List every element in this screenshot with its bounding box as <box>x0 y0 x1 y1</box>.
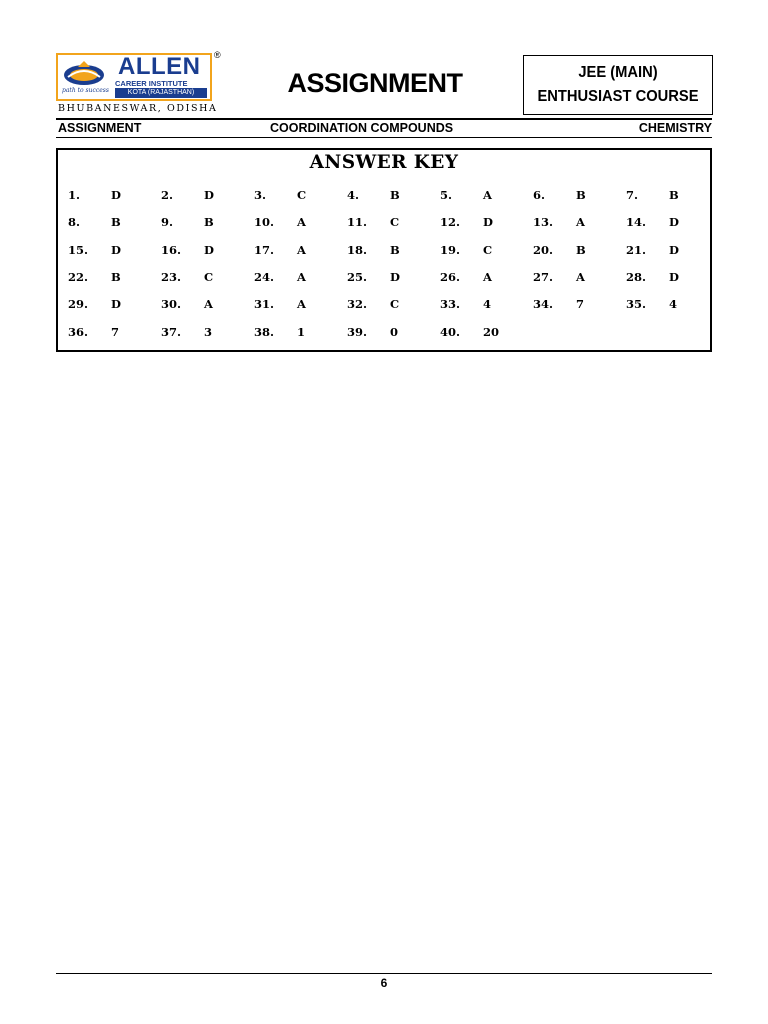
answer-key-answer: A <box>483 188 492 202</box>
answer-key-answer: A <box>297 269 306 284</box>
answer-key-question-number: 30. <box>161 297 182 312</box>
answer-key-answer: A <box>204 297 213 312</box>
answer-key-answer: B <box>669 188 679 202</box>
header-divider <box>56 118 712 120</box>
answer-key-question-number: 4. <box>347 188 360 202</box>
registered-mark: ® <box>214 50 221 60</box>
answer-key-box <box>56 148 712 352</box>
answer-key-answer: 20 <box>483 324 500 339</box>
answer-key-answer: B <box>111 269 121 284</box>
answer-key-question-number: 14. <box>626 215 647 230</box>
subheader-divider <box>56 137 712 138</box>
answer-key-question-number: 6. <box>533 188 546 202</box>
answer-key-answer: 0 <box>390 324 399 339</box>
answer-key-answer: B <box>390 188 400 202</box>
answer-key-answer: D <box>483 215 493 230</box>
subheader-section: ASSIGNMENT <box>58 121 142 135</box>
answer-key-question-number: 25. <box>347 269 368 284</box>
logo-location: KOTA (RAJASTHAN) <box>115 88 207 98</box>
answer-key-question-number: 37. <box>161 324 182 339</box>
answer-key-question-number: 24. <box>254 269 275 284</box>
answer-key-question-number: 2. <box>161 188 174 202</box>
answer-key-question-number: 1. <box>68 188 81 202</box>
answer-key-answer: A <box>297 297 306 312</box>
answer-key-question-number: 8. <box>68 215 81 230</box>
answer-key-answer: B <box>204 215 214 230</box>
answer-key-question-number: 20. <box>533 242 554 257</box>
answer-key-question-number: 13. <box>533 215 554 230</box>
answer-key-answer: C <box>390 297 400 312</box>
answer-key-question-number: 21. <box>626 242 647 257</box>
answer-key-question-number: 10. <box>254 215 275 230</box>
course-box <box>523 55 713 115</box>
answer-key-question-number: 19. <box>440 242 461 257</box>
answer-key-answer: D <box>111 297 121 312</box>
answer-key-answer: D <box>390 269 400 284</box>
answer-key-question-number: 22. <box>68 269 89 284</box>
subheader-subject: CHEMISTRY <box>638 121 712 135</box>
answer-key-answer: A <box>576 215 585 230</box>
page-title: ASSIGNMENT <box>287 68 463 98</box>
answer-key-answer: C <box>483 242 493 257</box>
course-exam: JEE (MAIN) <box>578 64 658 81</box>
answer-key-question-number: 17. <box>254 242 275 257</box>
answer-key-answer: D <box>669 242 679 257</box>
course-name: ENTHUSIAST COURSE <box>537 88 699 105</box>
answer-key-answer: 3 <box>204 324 213 339</box>
answer-key-question-number: 18. <box>347 242 368 257</box>
answer-key-answer: 1 <box>297 324 306 339</box>
answer-key-question-number: 40. <box>440 324 461 339</box>
answer-key-answer: B <box>576 242 586 257</box>
answer-key-answer: A <box>297 242 306 257</box>
answer-key-question-number: 29. <box>68 297 89 312</box>
answer-key-answer: B <box>111 215 121 230</box>
answer-key-answer: A <box>297 215 306 230</box>
subheader-topic: COORDINATION COMPOUNDS <box>270 121 454 135</box>
answer-key-title: ANSWER KEY <box>309 152 459 173</box>
allen-logo <box>56 53 212 101</box>
answer-key-question-number: 12. <box>440 215 461 230</box>
answer-key-question-number: 35. <box>626 297 647 312</box>
answer-key-question-number: 15. <box>68 242 89 257</box>
answer-key-question-number: 26. <box>440 269 461 284</box>
answer-key-question-number: 16. <box>161 242 182 257</box>
answer-key-answer: D <box>669 215 679 230</box>
answer-key-question-number: 28. <box>626 269 647 284</box>
answer-key-question-number: 11. <box>347 215 368 230</box>
footer-divider <box>56 973 712 974</box>
answer-key-question-number: 7. <box>626 188 639 202</box>
answer-key-question-number: 34. <box>533 297 554 312</box>
answer-key-answer: D <box>204 242 214 257</box>
answer-key-question-number: 38. <box>254 324 275 339</box>
answer-key-answer: D <box>111 242 121 257</box>
answer-key-answer: D <box>204 188 214 202</box>
answer-key-question-number: 31. <box>254 297 275 312</box>
answer-key-question-number: 32. <box>347 297 368 312</box>
answer-key-answer: B <box>390 242 400 257</box>
answer-key-answer: 4 <box>483 297 492 312</box>
answer-key-answer: 7 <box>576 297 585 312</box>
answer-key-question-number: 23. <box>161 269 182 284</box>
logo-name: ALLEN <box>118 53 201 80</box>
answer-key-answer: D <box>111 188 121 202</box>
answer-key-answer: D <box>669 269 679 284</box>
answer-key-question-number: 5. <box>440 188 453 202</box>
logo-tagline: path to success <box>62 87 109 94</box>
page-number: 6 <box>380 976 388 990</box>
answer-key-question-number: 9. <box>161 215 174 230</box>
answer-key-question-number: 33. <box>440 297 461 312</box>
answer-key-answer: A <box>576 269 585 284</box>
answer-key-question-number: 3. <box>254 188 267 202</box>
logo-subtitle: CAREER INSTITUTE <box>115 79 188 88</box>
answer-key-answer: C <box>390 215 400 230</box>
answer-key-question-number: 27. <box>533 269 554 284</box>
answer-key-answer: 7 <box>111 324 120 339</box>
answer-key-answer: C <box>297 188 307 202</box>
answer-key-answer: B <box>576 188 586 202</box>
answer-key-question-number: 39. <box>347 324 368 339</box>
answer-key-question-number: 36. <box>68 324 89 339</box>
answer-key-answer: 4 <box>669 297 678 312</box>
answer-key-answer: A <box>483 269 492 284</box>
branch-name: BHUBANESWAR, ODISHA <box>58 103 218 114</box>
answer-key-answer: C <box>204 269 214 284</box>
